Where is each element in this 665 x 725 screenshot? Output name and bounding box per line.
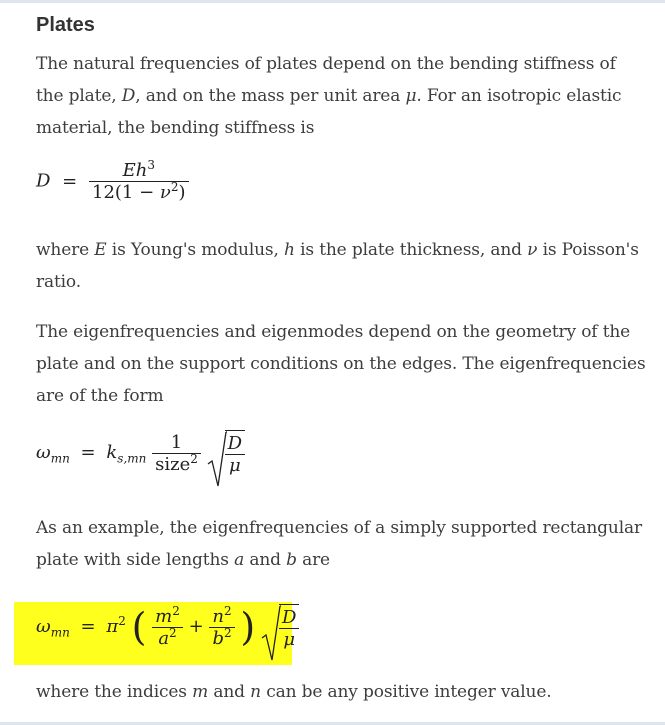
- square-root: $\frac{D}{\mu}$: [207, 430, 245, 476]
- top-rule: [0, 0, 665, 3]
- paragraph-example: As an example, the eigenfrequencies of a simply supported rectangular plate with side lengths a and b are: [36, 518, 642, 570]
- equation-simply-supported: $\omega_{mn} = \pi^2$ ( $\frac{m^2}{a^2}$ + $\frac{n^2}{b^2}$ ) $\frac{D}{\mu}$: [36, 604, 299, 650]
- fraction: $\frac{m^2}{a^2}$: [152, 606, 183, 649]
- square-root: $\frac{D}{\mu}$: [261, 604, 299, 650]
- equation-eigenfrequency-form: $\omega_{mn} = k_{s,mn}$ $\frac{1}{size^2}$ $\frac{D}{\mu}$: [36, 430, 245, 476]
- paragraph-indices: where the indices m and n can be any positive integer value.: [36, 682, 552, 702]
- paragraph-intro: The natural frequencies of plates depend on the bending stiffness of the plate, D, and on the mass per unit area μ. For an isotropic elastic material, the bending stiffness is: [36, 54, 622, 138]
- equation-bending-stiffness: D = $\frac{Eh^3}{12(1 - \nu^2)}$: [36, 160, 189, 203]
- fraction: $\frac{Eh^3}{12(1 - \nu^2)}$: [89, 160, 189, 203]
- fraction: $\frac{1}{size^2}$: [152, 432, 201, 475]
- paragraph-eigenfrequencies: The eigenfrequencies and eigenmodes depend on the geometry of the plate and on the support conditions on the edges. The eigenfrequencies are of the form: [36, 322, 646, 406]
- paragraph-variables: where E is Young's modulus, h is the plate thickness, and ν is Poisson's ratio.: [36, 240, 639, 292]
- fraction: $\frac{n^2}{b^2}$: [209, 606, 234, 649]
- section-title: Plates: [36, 14, 95, 36]
